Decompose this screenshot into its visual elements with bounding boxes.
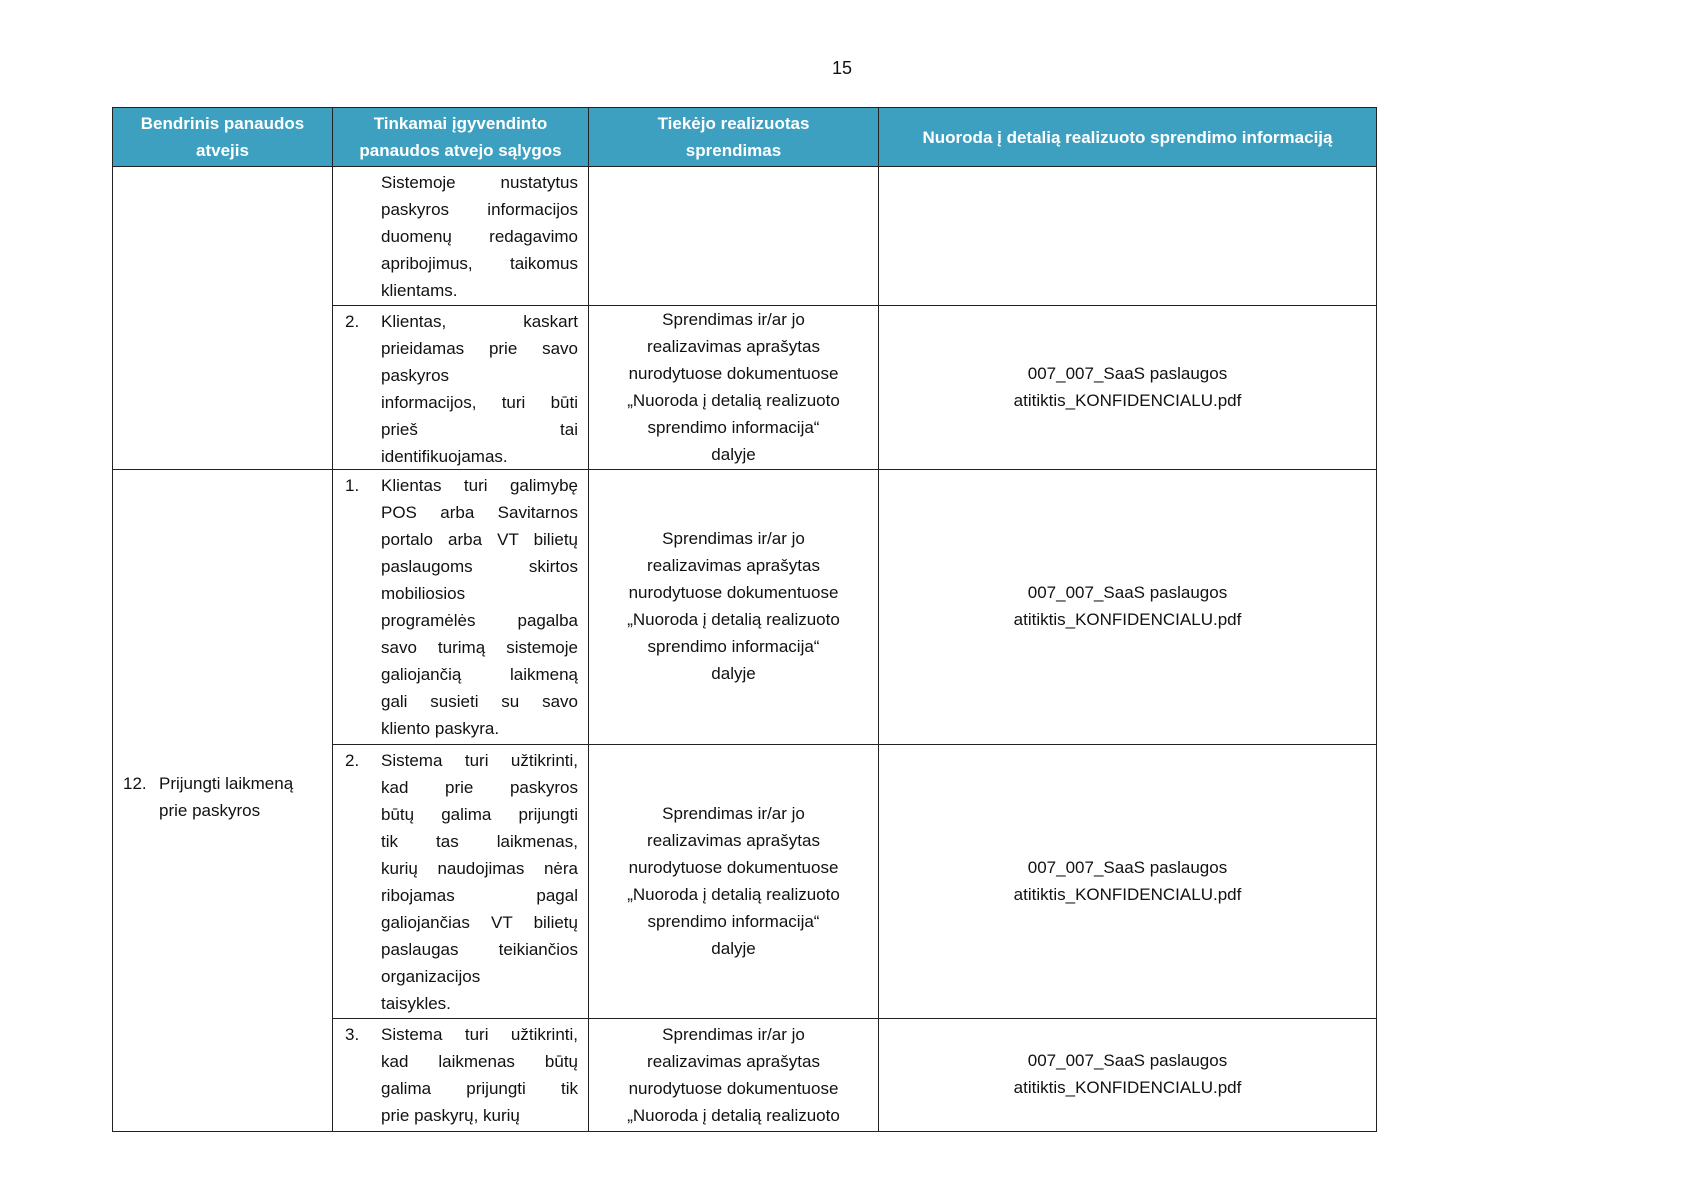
solution-text-line: realizavimas aprašytas bbox=[647, 1052, 820, 1071]
condition-text-line: portalo arba VT bilietų bbox=[381, 530, 578, 549]
condition-text-line: klientams. bbox=[381, 281, 458, 300]
condition-text-line: ribojamas pagal bbox=[381, 886, 578, 905]
use-case-cell-empty bbox=[113, 167, 333, 470]
condition-text-line: kad prie paskyros bbox=[381, 778, 578, 797]
use-case-number: 12. bbox=[123, 773, 147, 793]
solution-cell bbox=[589, 1019, 879, 1132]
solution-text-line: sprendimo informacija“ bbox=[647, 637, 820, 656]
condition-text-line: galiojančią laikmeną bbox=[381, 665, 578, 684]
solution-text-line: realizavimas aprašytas bbox=[647, 556, 820, 575]
condition-text-line: prieidamas prie savo bbox=[381, 339, 578, 358]
condition-text-line: kliento paskyra. bbox=[381, 719, 500, 738]
condition-text-line: galiojančias VT bilietų bbox=[381, 913, 578, 932]
reference-cell bbox=[879, 306, 1377, 470]
condition-text-line: būtų galima prijungti bbox=[381, 805, 578, 824]
condition-text-line: mobiliosios bbox=[381, 584, 466, 603]
solution-text-line: nurodytuose dokumentuose bbox=[628, 857, 839, 877]
solution-text-line: realizavimas aprašytas bbox=[647, 336, 820, 356]
condition-text-line: kurių naudojimas nėra bbox=[381, 859, 578, 878]
condition-number: 2. bbox=[345, 751, 360, 770]
header-conditions: Tinkamai įgyvendinto panaudos atvejo sąlygos bbox=[333, 108, 589, 167]
condition-text-line: Klientas, kaskart bbox=[381, 312, 578, 331]
solution-text-line: sprendimo informacija“ bbox=[647, 911, 820, 931]
condition-text-line: informacijos, turi būti bbox=[381, 393, 578, 412]
use-case-title-cont: prie paskyros bbox=[159, 800, 261, 820]
condition-text-line: paslaugoms skirtos bbox=[381, 557, 578, 576]
solution-text-line: Sprendimas ir/ar jo bbox=[662, 529, 805, 548]
condition-text-line: POS arba Savitarnos bbox=[381, 503, 578, 522]
condition-text-line: Sistema turi užtikrinti, bbox=[381, 1025, 578, 1044]
condition-number: 2. bbox=[345, 312, 360, 331]
reference-cell bbox=[879, 1019, 1377, 1132]
condition-text-line: paskyros bbox=[381, 366, 450, 385]
solution-text-line: Sprendimas ir/ar jo bbox=[662, 309, 805, 329]
use-case-line bbox=[123, 770, 332, 797]
reference-file-line: 007_007_SaaS paslaugos bbox=[1027, 583, 1228, 602]
condition-text-line: gali susieti su savo bbox=[381, 692, 578, 711]
reference-file-line: 007_007_SaaS paslaugos bbox=[1027, 857, 1228, 877]
condition-text-line: kad laikmenas būtų bbox=[381, 1052, 578, 1071]
solution-text-line: realizavimas aprašytas bbox=[647, 830, 820, 850]
condition-cell bbox=[333, 306, 589, 470]
condition-text-line: Sistemoje nustatytus bbox=[381, 173, 578, 192]
solution-text-line: nurodytuose dokumentuose bbox=[628, 583, 839, 602]
condition-text-line: Klientas turi galimybę bbox=[381, 476, 578, 495]
use-case-cell bbox=[113, 470, 333, 1132]
condition-text-line: prie paskyrų, kurių bbox=[381, 1106, 520, 1125]
condition-text-line: organizacijos bbox=[381, 967, 481, 986]
condition-text-line: apribojimus, taikomus bbox=[381, 254, 578, 273]
condition-text-line: prieš tai bbox=[381, 420, 578, 439]
condition-cell bbox=[333, 470, 589, 745]
reference-file-line: atitiktis_KONFIDENCIALU.pdf bbox=[1013, 610, 1242, 629]
condition-text-line: programėlės pagalba bbox=[381, 611, 578, 630]
solution-cell bbox=[589, 167, 879, 306]
table-row bbox=[113, 470, 1377, 745]
condition-number bbox=[345, 169, 381, 304]
solution-text-line: dalyje bbox=[711, 938, 756, 958]
solution-text-line: Sprendimas ir/ar jo bbox=[662, 803, 805, 823]
solution-cell bbox=[589, 470, 879, 745]
solution-cell bbox=[589, 745, 879, 1019]
condition-number: 3. bbox=[345, 1025, 360, 1044]
condition-text-line: identifikuojamas. bbox=[381, 447, 508, 466]
condition-number: 1. bbox=[345, 476, 360, 495]
solution-text-line: Sprendimas ir/ar jo bbox=[662, 1025, 805, 1044]
reference-file-line: atitiktis_KONFIDENCIALU.pdf bbox=[1013, 390, 1242, 410]
solution-text-line: „Nuoroda į detalią realizuoto bbox=[627, 610, 840, 629]
solution-text-line: „Nuoroda į detalią realizuoto bbox=[627, 1106, 840, 1125]
table-row bbox=[113, 167, 1377, 306]
solution-text-line: „Nuoroda į detalią realizuoto bbox=[627, 884, 840, 904]
solution-text-line: nurodytuose dokumentuose bbox=[628, 363, 839, 383]
condition-text-line: duomenų redagavimo bbox=[381, 227, 578, 246]
condition-text-line: paskyros informacijos bbox=[381, 200, 578, 219]
condition-cell bbox=[333, 745, 589, 1019]
use-case-title: Prijungti laikmeną bbox=[159, 773, 294, 793]
condition-cell bbox=[333, 1019, 589, 1132]
condition-text-line: taisykles. bbox=[381, 994, 451, 1013]
reference-cell bbox=[879, 167, 1377, 306]
condition-text-line: Sistema turi užtikrinti, bbox=[381, 751, 578, 770]
reference-file-line: atitiktis_KONFIDENCIALU.pdf bbox=[1013, 884, 1242, 904]
solution-cell bbox=[589, 306, 879, 470]
condition-text-line: savo turimą sistemoje bbox=[381, 638, 578, 657]
solution-text-line: dalyje bbox=[711, 664, 756, 683]
condition-text-line: galima prijungti tik bbox=[381, 1079, 578, 1098]
header-solution: Tiekėjo realizuotas sprendimas bbox=[589, 108, 879, 167]
condition-cell bbox=[333, 167, 589, 306]
solution-text-line: nurodytuose dokumentuose bbox=[628, 1079, 839, 1098]
solution-text-line: sprendimo informacija“ bbox=[647, 417, 820, 437]
reference-file-line: 007_007_SaaS paslaugos bbox=[1027, 363, 1228, 383]
reference-file-line: atitiktis_KONFIDENCIALU.pdf bbox=[1013, 1078, 1242, 1097]
table-header-row bbox=[113, 108, 1377, 167]
condition-text-line: paslaugas teikiančios bbox=[381, 940, 578, 959]
reference-cell bbox=[879, 470, 1377, 745]
condition-text-line: tik tas laikmenas, bbox=[381, 832, 578, 851]
reference-cell bbox=[879, 745, 1377, 1019]
solution-text-line: „Nuoroda į detalią realizuoto bbox=[627, 390, 840, 410]
header-use-case: Bendrinis panaudos atvejis bbox=[113, 108, 333, 167]
reference-file-line: 007_007_SaaS paslaugos bbox=[1027, 1051, 1228, 1070]
page-number: 15 bbox=[831, 58, 853, 78]
header-reference: Nuoroda į detalią realizuoto sprendimo informaciją bbox=[879, 108, 1377, 167]
solution-text-line: dalyje bbox=[711, 444, 756, 464]
requirements-table bbox=[112, 107, 1377, 1132]
